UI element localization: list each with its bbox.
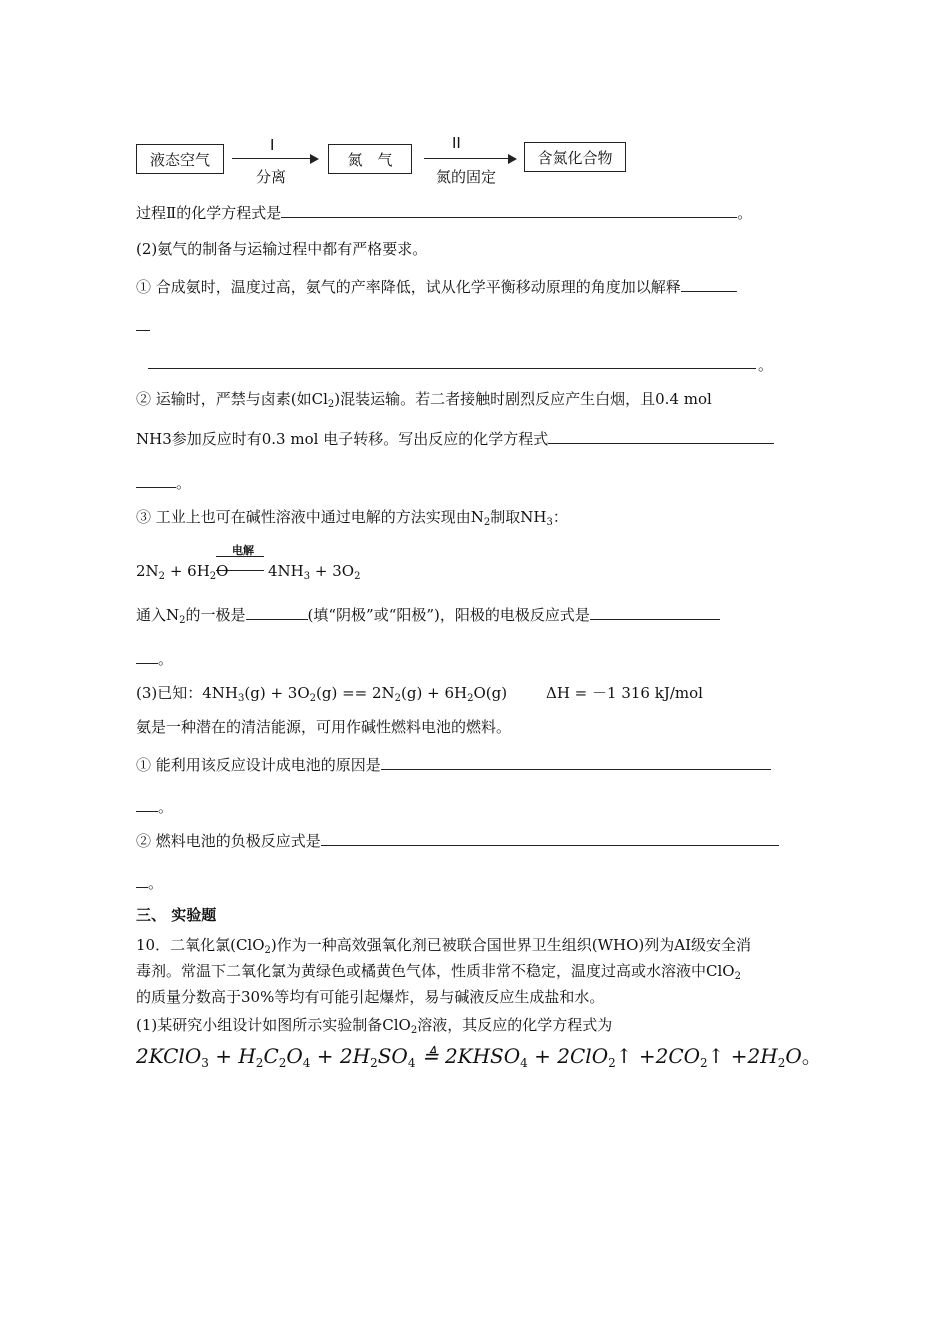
box-label: 氮 气 (347, 150, 393, 169)
step1-top-label: I (270, 136, 275, 154)
question-3-1: ① 能利用该反应设计成电池的原因是 (136, 754, 771, 775)
question-3-known: (3)已知：$4NH_3(g) + 3O_2(g) == 2N_2(g) + 6H_2O(g)$ (136, 684, 508, 704)
answer-blank[interactable] (548, 429, 774, 444)
question-10-line-1: 10．二氧化氯(ClO$_2$)作为一种高效强氧化剂已被联合国世界卫生组织(WHO)列为AI级安全消 (136, 936, 752, 956)
electrolysis-bar-top (216, 556, 264, 557)
answer-blank[interactable] (590, 605, 720, 620)
answer-blank[interactable] (136, 649, 158, 664)
step2-top-label: II (452, 134, 461, 152)
electrolysis-label: 电解 (232, 544, 254, 557)
question-2-3-fill-cont: 。 (136, 648, 173, 669)
answer-blank[interactable] (321, 831, 779, 846)
question-3-desc: 氨是一种潜在的清洁能源，可用作碱性燃料电池的燃料。 (136, 718, 512, 736)
arrow-1-head (310, 154, 319, 164)
question-10-line-2: 毒剂。常温下二氧化氯为黄绿色或橘黄色气体，性质非常不稳定，温度过高或水溶液中ClO$_2$ (136, 962, 741, 982)
answer-blank-line[interactable] (148, 368, 756, 369)
answer-blank[interactable] (136, 473, 176, 488)
question-2-3-fill: 通入$N_2$的一极是 (填“阴极”或“阳极”)，阳极的电极反应式是 (136, 604, 720, 626)
answer-blank[interactable] (281, 203, 737, 218)
electrolysis-equation-left: $2N_2 + 6H_2O$ (136, 562, 229, 582)
question-process-2: 过程Ⅱ的化学方程式是 。 (136, 204, 753, 222)
question-10-line-3: 的质量分数高于30%等均有可能引起爆炸，易与碱液反应生成盐和水。 (136, 988, 605, 1006)
reaction-equation: 2KClO$_3$ + $H_2C_2O_4 + 2H_2SO_4$ ≜ $2KHSO_4$ + 2ClO$_2$↑ $+2CO_2↑ +2H_2O$。 (136, 1044, 822, 1070)
diagram-box-liquid-air (136, 144, 224, 174)
answer-blank[interactable] (381, 755, 771, 770)
question-2-3: ③ 工业上也可在碱性溶液中通过电解的方法实现由$N_2$制取$NH_3$： (136, 508, 568, 528)
answer-blank[interactable] (246, 605, 308, 620)
box-label: 含氮化合物 (537, 148, 613, 167)
question-2-2c: 。 (136, 472, 191, 493)
arrow-1 (232, 158, 310, 159)
electrolysis-equation-right: $4NH_3 + 3O_2$ (268, 562, 361, 582)
step1-bottom-label: 分离 (256, 168, 287, 186)
box-label: 液态空气 (149, 150, 210, 169)
question-3-2: ② 燃料电池的负极反应式是 (136, 830, 779, 851)
answer-blank[interactable] (136, 797, 158, 812)
question-2-1: ① 合成氨时，温度过高，氨气的产率降低，试从化学平衡移动原理的角度加以解释 (136, 276, 737, 297)
question-3-1-cont: 。 (136, 796, 173, 817)
question-2-title: (2)氨气的制备与运输过程中都有严格要求。 (136, 240, 428, 258)
section-3-heading: 三、 实验题 (136, 906, 217, 924)
question-10-1: (1)某研究小组设计如图所示实验制备ClO$_2$溶液，其反应的化学方程式为 (136, 1016, 613, 1036)
period: 。 (758, 356, 774, 374)
diagram-box-nitrogen (328, 144, 412, 174)
arrow-2-head (508, 154, 517, 164)
enthalpy: ΔH = －1 316 kJ/mol (546, 684, 703, 702)
diagram-box-nitrogen-compounds (524, 142, 626, 172)
step2-bottom-label: 氮的固定 (436, 168, 497, 186)
question-2-2b: NH3参加反应时有0.3 mol 电子转移。写出反应的化学方程式 (136, 428, 774, 449)
answer-blank[interactable] (136, 873, 148, 888)
question-3-2-cont: 。 (136, 872, 163, 893)
question-2-2a: ② 运输时，严禁与卤素(如$Cl_2$)混装运输。若二者接触时剧烈反应产生白烟，且0.4 mol (136, 390, 712, 410)
answer-blank[interactable] (681, 277, 737, 292)
arrow-2 (424, 158, 508, 159)
answer-blank-cont[interactable] (136, 330, 150, 331)
